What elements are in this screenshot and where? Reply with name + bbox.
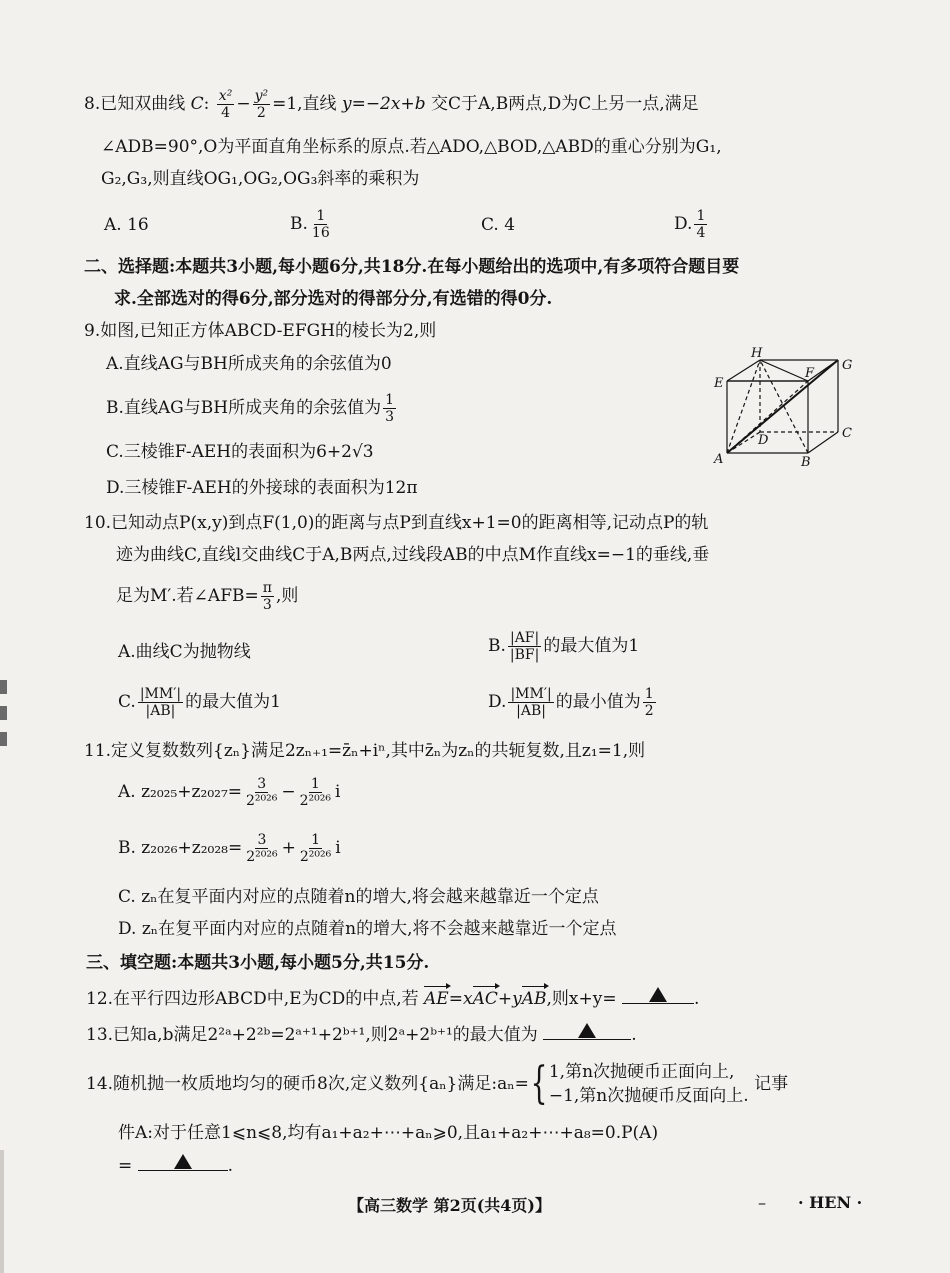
q10-line2: 迹为曲线C,直线l交曲线C于A,B两点,过线段AB的中点M作直线x=−1的垂线,垂 [116,545,710,565]
q9-opt-a: A.直线AG与BH所成夹角的余弦值为0 [106,354,392,374]
q11-opt-a: A. z₂₀₂₅+z₂₀₂₇= $\frac{3}{\text{2²⁰²⁶}}$ − $\frac{1}{\text{2²⁰²⁶}}$ i [118,776,341,809]
q8-frac-x: $\frac{\text{x²}}{4}$ [218,88,233,121]
footer-dash: – [758,1193,766,1212]
brace-icon: { [530,1058,548,1109]
q8-frac-y: $\frac{\text{y²}}{2}$ [254,88,269,121]
q14-line2: 件A:对于任意1⩽n⩽8,均有a₁+a₂+⋯+aₙ⩾0,且a₁+a₂+⋯+a₈=0.P(A) [118,1123,659,1143]
q8-opt-a: A. 16 [104,215,149,235]
q11-opt-c: C. zₙ在复平面内对应的点随着n的增大,将会越来越靠近一个定点 [118,887,599,907]
q11-opt-b: B. z₂₀₂₆+z₂₀₂₈= $\frac{3}{\text{2²⁰²⁶}}$ + $\frac{1}{\text{2²⁰²⁶}}$ i [118,832,341,865]
q12-line: 12.在平行四边形ABCD中,E为CD的中点,若 AE=xAC+yAB,则x+y= . [86,985,699,1010]
triangle-icon [578,1023,596,1038]
q13-line: 13.已知a,b满足2²ᵃ+2²ᵇ=2ᵃ⁺¹+2ᵇ⁺¹,则2ᵃ+2ᵇ⁺¹的最大值为 . [86,1021,637,1046]
footer-page-info: 【高三数学 第2页(共4页)】 [348,1196,551,1215]
q8-opt-d: D. $\frac{1}{4}$ [674,208,706,241]
label-E: E [714,376,724,391]
q10-line1: 10.已知动点P(x,y)到点F(1,0)的距离与点P到直线x+1=0的距离相等,记动点P的轨 [84,513,709,533]
margin-strip [0,1150,4,1273]
q8-line1: 8.已知双曲线 C: $\frac{\text{x²}}{4}$ − $\frac{\text{y²}}{2}$ =1,直线 y=−2x+b 交C于A,B两点,D为C上另一点,满足 [84,88,699,121]
q10-opt-a: A.曲线C为抛物线 [118,642,251,662]
q14-answer-blank[interactable] [138,1152,228,1171]
q14-line1: 14.随机抛一枚质地均匀的硬币8次,定义数列{aₙ}满足:aₙ={ 1,第n次抛硬币正面向上, −1,第n次抛硬币反面向上. 记事 [86,1058,789,1109]
q8-line3: G₂,G₃,则直线OG₁,OG₂,OG₃斜率的乘积为 [101,169,420,189]
footer-code: · HEN · [798,1193,863,1212]
label-A: A [714,452,724,467]
label-H: H [751,346,763,361]
triangle-icon [649,987,667,1002]
label-C: C [842,426,852,441]
label-B: B [801,455,811,470]
q8-opt-b: B. $\frac{1}{16}$ [290,208,330,241]
q9-opt-d: D.三棱锥F-AEH的外接球的表面积为12π [106,478,418,498]
q11-opt-d: D. zₙ在复平面内对应的点随着n的增大,将不会越来越靠近一个定点 [118,919,617,939]
section2-heading-cont: 求.全部选对的得6分,部分选对的得部分分,有选错的得0分. [114,289,553,309]
binding-mark [0,680,8,750]
q10-opt-d: D. $\frac{|MM'|}{|AB|}$ 的最小值为 $\frac{1}{2}$ [488,686,654,719]
q10-opt-b: B. $\frac{|AF|}{|BF|}$ 的最大值为1 [488,630,640,663]
q12-answer-blank[interactable] [622,985,694,1004]
q10-line3: 足为M′.若∠AFB= $\frac{\pi}{3}$ ,则 [116,580,299,613]
q9-stem: 9.如图,已知正方体ABCD-EFGH的棱长为2,则 [84,321,437,341]
q8-line2: ∠ADB=90°,O为平面直角坐标系的原点.若△ADO,△BOD,△ABD的重心分别为G₁, [101,137,722,157]
q8-opt-c: C. 4 [481,215,516,235]
triangle-icon [174,1154,192,1169]
label-D: D [758,433,769,448]
q14-line3: = . [118,1152,233,1177]
q10-opt-c: C. $\frac{|MM'|}{|AB|}$ 的最大值为1 [118,686,281,719]
label-G: G [842,358,853,373]
cube-figure [705,345,865,470]
section3-heading: 三、填空题:本题共3小题,每小题5分,共15分. [86,953,430,973]
section2-heading: 二、选择题:本题共3小题,每小题6分,共18分.在每小题给出的选项中,有多项符合题目要 [84,257,740,277]
label-F: F [805,366,815,381]
q11-stem: 11.定义复数数列{zₙ}满足2zₙ₊₁=z̄ₙ+iⁿ,其中z̄ₙ为zₙ的共轭复数,且z₁=1,则 [84,741,646,761]
q14-cases: 1,第n次抛硬币正面向上, −1,第n次抛硬币反面向上. [548,1062,749,1106]
q9-opt-c: C.三棱锥F-AEH的表面积为6+2√3 [106,442,374,462]
q13-answer-blank[interactable] [543,1021,631,1040]
q9-opt-b: B.直线AG与BH所成夹角的余弦值为 $\frac{1}{3}$ [106,392,394,425]
